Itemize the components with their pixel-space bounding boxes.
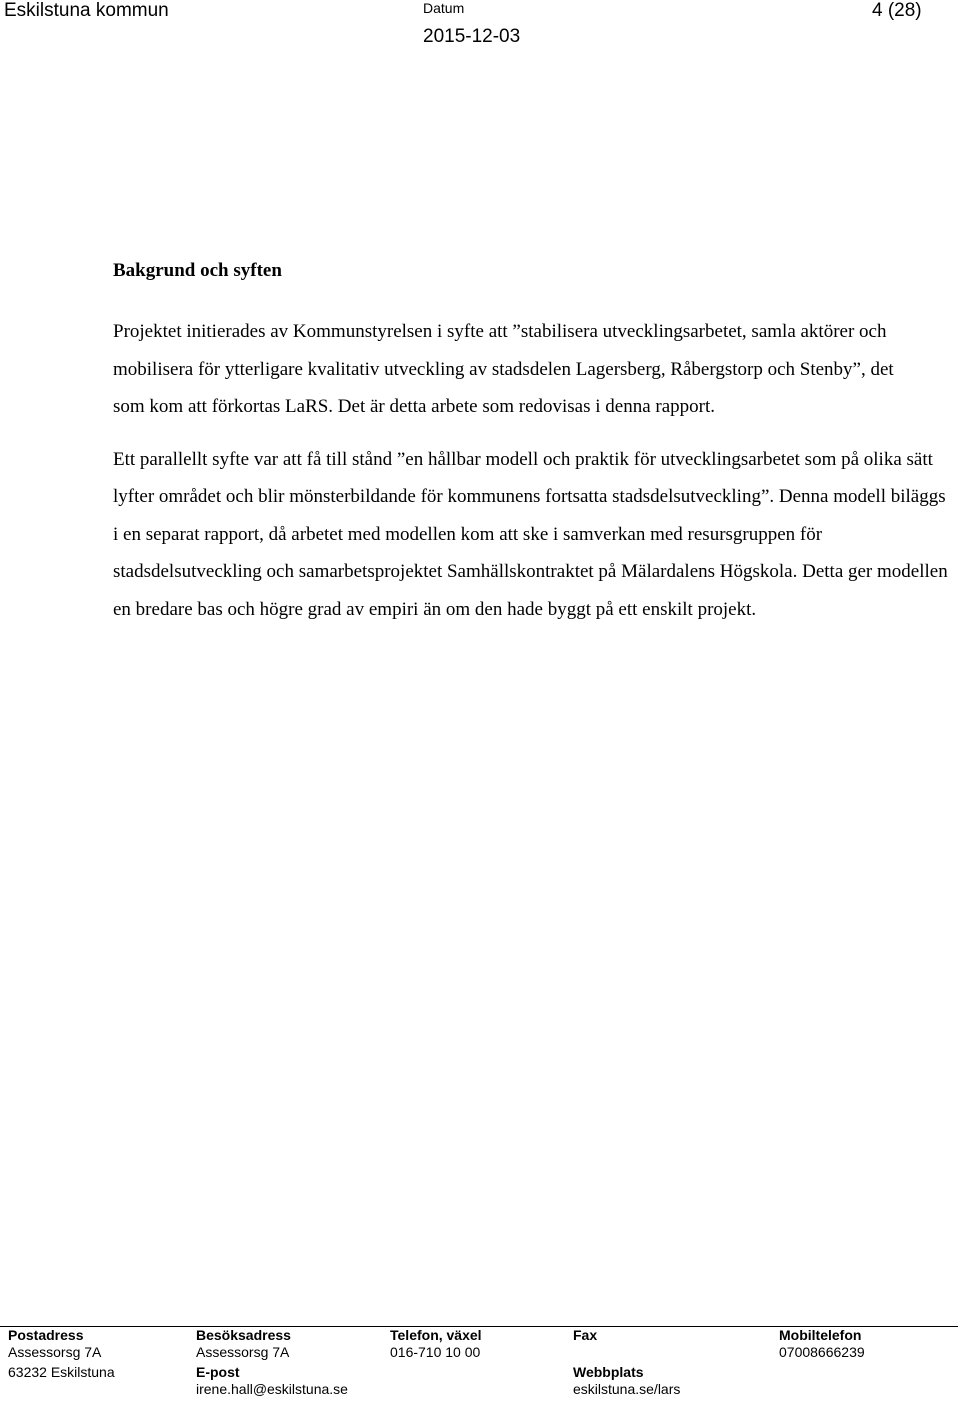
document-body xyxy=(113,258,953,628)
visiting-address-label: Besöksadress xyxy=(196,1327,291,1343)
footer-mobile xyxy=(779,1327,865,1361)
section-heading: Bakgrund och syften xyxy=(113,260,282,281)
website-link[interactable]: eskilstuna.se/lars xyxy=(573,1381,681,1397)
postal-address-city: 63232 Eskilstuna xyxy=(8,1364,115,1380)
email-link[interactable]: irene.hall@eskilstuna.se xyxy=(196,1381,348,1397)
postal-address-label: Postadress xyxy=(8,1327,84,1343)
page-number: 4 (28) xyxy=(872,0,922,21)
visiting-address-street: Assessorsg 7A xyxy=(196,1344,290,1360)
organization-name: Eskilstuna kommun xyxy=(4,0,169,21)
phone-label: Telefon, växel xyxy=(390,1327,482,1343)
email-label: E-post xyxy=(196,1364,240,1380)
paragraph-2: Ett parallellt syfte var att få till stånd ”en hållbar modell och praktik för utvecklingsarbetet som på olika sätt lyfter området och blir mönsterbildande för kommunens fortsatta stadsdelsutveckling”. Denna modell biläggs i en separat rapport, då arbetet med modellen kom att ske i samverkan med resursgruppen för stadsdelsutveckling och samarbetsprojektet Samhällskontraktet på Mälardalens Högskola. Detta ger modellen en bredare bas och högre grad av empiri än om den hade byggt på ett enskilt projekt. xyxy=(113,448,948,620)
postal-address-street: Assessorsg 7A xyxy=(8,1344,102,1360)
mobile-label: Mobiltelefon xyxy=(779,1327,862,1343)
mobile-number: 07008666239 xyxy=(779,1344,865,1360)
fax-label: Fax xyxy=(573,1327,598,1343)
date-label: Datum xyxy=(423,0,465,16)
document-date: 2015-12-03 xyxy=(423,26,521,47)
phone-number: 016-710 10 00 xyxy=(390,1344,481,1360)
footer-visiting-address xyxy=(196,1327,348,1398)
footer-postal-address xyxy=(8,1327,115,1381)
website-label: Webbplats xyxy=(573,1364,644,1380)
footer-fax-web xyxy=(573,1327,680,1398)
paragraph-1: Projektet initierades av Kommunstyrelsen i syfte att ”stabilisera utvecklingsarbetet, samla aktörer och mobilisera för ytterligare kvalitativ utveckling av stadsdelen Lagersberg, Råbergstorp och Stenby”, det som kom att förkortas LaRS. Det är detta arbete som redovisas i denna rapport. xyxy=(113,321,894,417)
footer-phone xyxy=(390,1327,482,1361)
